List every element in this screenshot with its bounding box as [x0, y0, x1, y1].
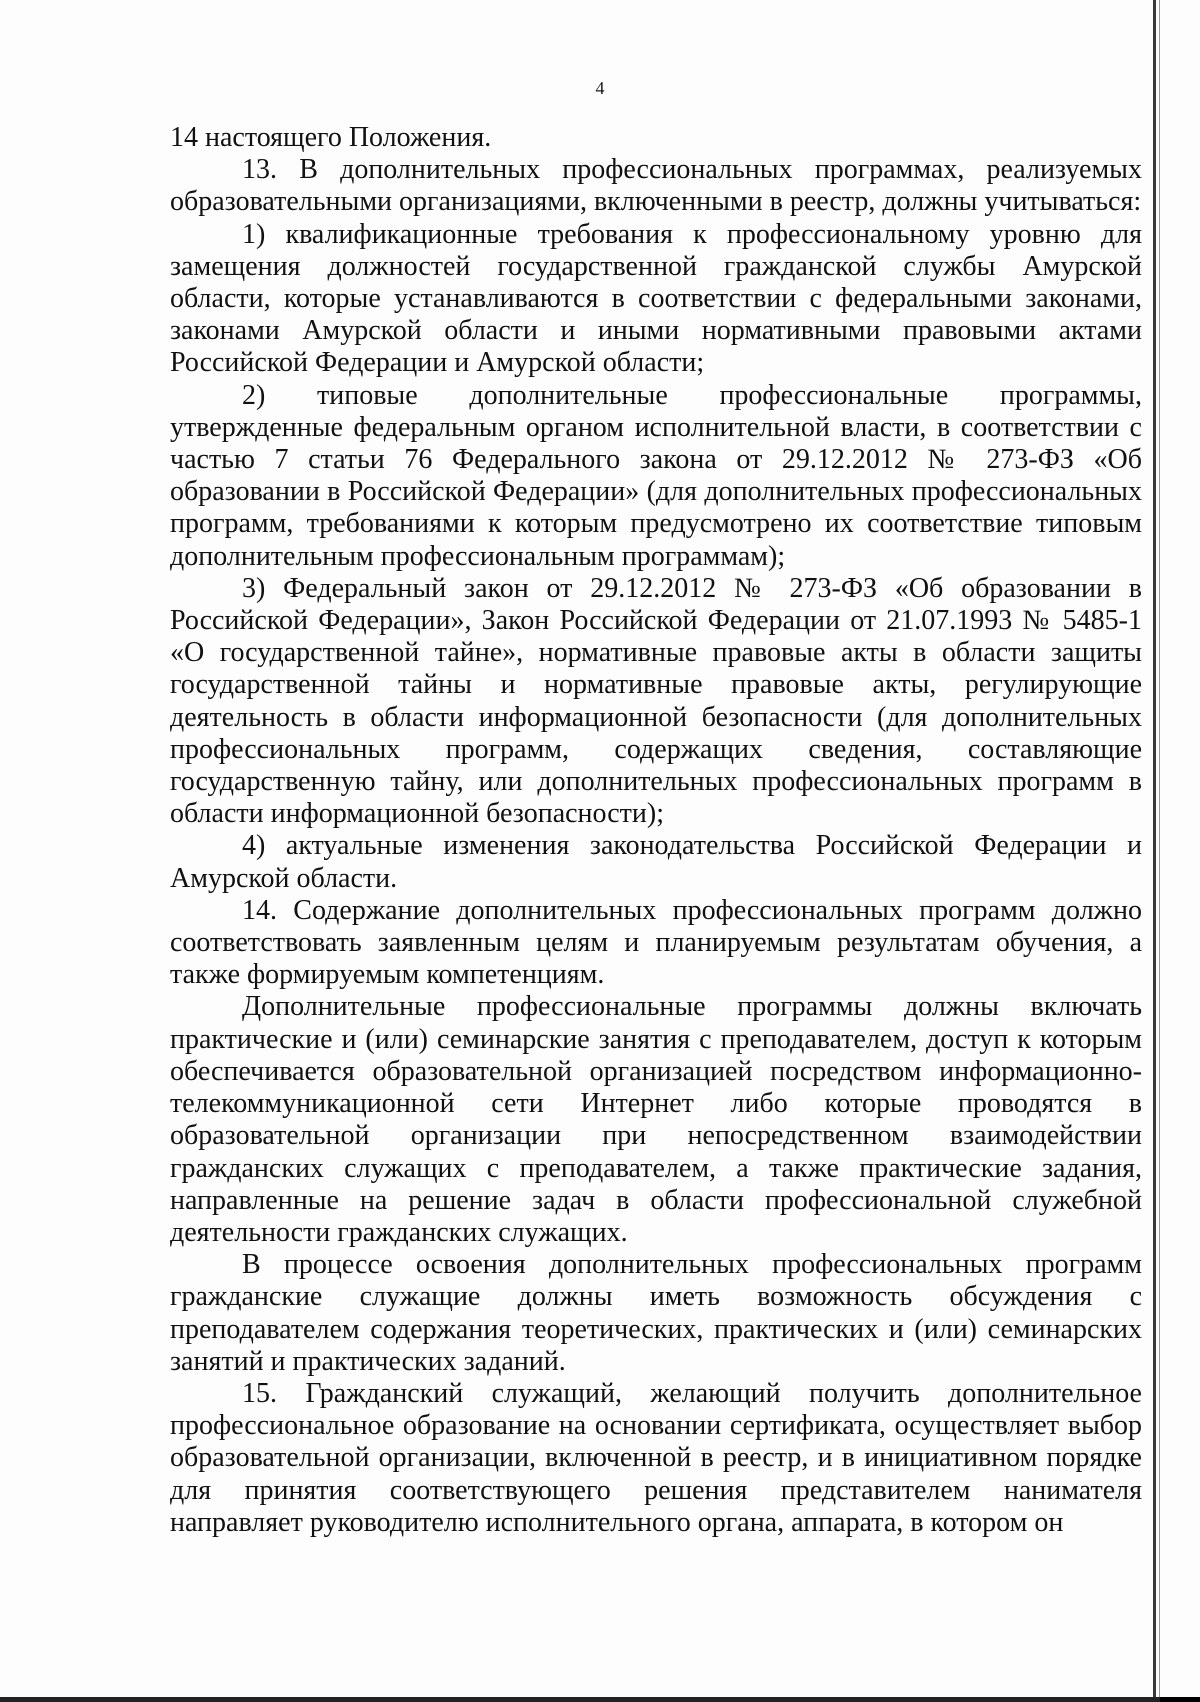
- paragraph-subitem-3: 3) Федеральный закон от 29.12.2012 № 273-ФЗ «Об образовании в Российской Федерации», Закон Российской Федерации от 21.07.1993 № 5485-1 «О государственной тайне», нормативные правовые акты в области защиты государственной тайны и нормативные правовые акты, регулирующие деятельность в области информационной безопасности (для дополнительных профессиональных программ, содержащих сведения, составляющие государственную тайну, или дополнительных профессиональных программ в области информационной безопасности);: [170, 572, 1142, 830]
- paragraph-item-14: 14. Содержание дополнительных профессиональных программ должно соответствовать заявленным целям и планируемым результатам обучения, а также формируемым компетенциям.: [170, 894, 1142, 991]
- paragraph-item-14-discussion: В процессе освоения дополнительных профессиональных программ гражданские служащие должны иметь возможность обсуждения с преподавателем содержания теоретических, практических и (или) семинарских занятий и практических заданий.: [170, 1249, 1142, 1377]
- paragraph-subitem-2: 2) типовые дополнительные профессиональные программы, утвержденные федеральным органом исполнительной власти, в соответствии с частью 7 статьи 76 Федерального закона от 29.12.2012 № 273-ФЗ «Об образовании в Российской Федерации» (для дополнительных профессиональных программ, требованиями к которым предусмотрено их соответствие типовым дополнительным профессиональным программам);: [170, 379, 1142, 572]
- scan-edge-right-shadow: [1159, 0, 1160, 1702]
- paragraph-item-13: 13. В дополнительных профессиональных программах, реализуемых образовательными организациями, включенными в реестр, должны учитываться:: [170, 154, 1142, 218]
- paragraph-subitem-4: 4) актуальные изменения законодательства Российской Федерации и Амурской области.: [170, 830, 1142, 894]
- paragraph-item-14-practical: Дополнительные профессиональные программы должны включать практические и (или) семинарские занятия с преподавателем, доступ к которым обеспечивается образовательной организацией посредством информационно-телекоммуникационной сети Интернет либо которые проводятся в образовательной организации при непосредственном взаимодействии гражданских служащих с преподавателем, а также практические задания, направленные на решение задач в области профессиональной служебной деятельности гражданских служащих.: [170, 991, 1142, 1248]
- scan-edge-right: [1153, 0, 1156, 1702]
- scan-edge-bottom: [0, 1697, 1200, 1702]
- paragraph-item-15: 15. Гражданский служащий, желающий получить дополнительное профессиональное образование на основании сертификата, осуществляет выбор образовательной организации, включенной в реестр, и в инициативном порядке для принятия соответствующего решения представителем нанимателя направляет руководителю исполнительного органа, аппарата, в котором он: [170, 1377, 1142, 1538]
- paragraph-continuation: 14 настоящего Положения.: [170, 122, 492, 153]
- paragraph-subitem-1: 1) квалификационные требования к профессиональному уровню для замещения должностей государственной гражданской службы Амурской области, которые устанавливаются в соответствии с федеральными законами, законами Амурской области и иными нормативными правовыми актами Российской Федерации и Амурской области;: [170, 218, 1142, 379]
- page-number: 4: [595, 78, 605, 98]
- document-body: [170, 122, 1142, 1539]
- scan-corner: [1160, 1697, 1200, 1702]
